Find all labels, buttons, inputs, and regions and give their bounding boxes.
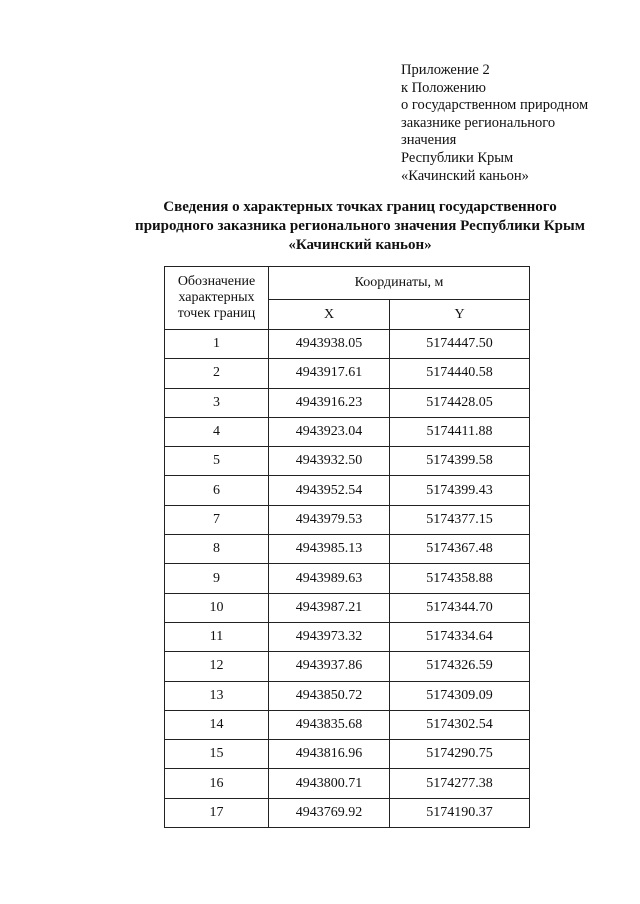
table-row [165,447,530,476]
designation-header-line: Обозначение [177,274,256,289]
y-coordinate-cell: 5174367.48 [390,535,530,564]
table-body [165,330,530,828]
table-row [165,505,530,534]
table-row [165,652,530,681]
x-coordinate-cell: 4943916.23 [269,388,390,417]
x-coordinate-cell: 4943917.61 [269,359,390,388]
y-coordinate-cell: 5174190.37 [390,798,530,827]
table-row [165,359,530,388]
x-coordinate-cell: 4943987.21 [269,593,390,622]
point-number-cell: 4 [165,417,269,446]
point-number-cell: 3 [165,388,269,417]
y-coordinate-cell: 5174447.50 [390,330,530,359]
y-coordinate-cell: 5174399.43 [390,476,530,505]
x-coordinate-cell: 4943835.68 [269,710,390,739]
y-coordinate-cell: 5174334.64 [390,622,530,651]
appendix-line: к Положению [401,79,486,96]
x-header: X [269,300,390,330]
table-header-row [165,267,530,300]
point-number-cell: 13 [165,681,269,710]
point-number-cell: 16 [165,769,269,798]
y-coordinate-cell: 5174309.09 [390,681,530,710]
appendix-line: «Качинский каньон» [401,167,529,184]
x-coordinate-cell: 4943850.72 [269,681,390,710]
x-coordinate-cell: 4943923.04 [269,417,390,446]
designation-header [165,267,269,330]
point-number-cell: 5 [165,447,269,476]
y-coordinate-cell: 5174411.88 [390,417,530,446]
point-number-cell: 1 [165,330,269,359]
point-number-cell: 9 [165,564,269,593]
appendix-line: о государственном природном [401,97,589,114]
point-number-cell: 15 [165,740,269,769]
table-row [165,535,530,564]
x-coordinate-cell: 4943938.05 [269,330,390,359]
table-row [165,798,530,827]
point-number-cell: 17 [165,798,269,827]
y-coordinate-cell: 5174290.75 [390,740,530,769]
x-coordinate-cell: 4943973.32 [269,622,390,651]
y-coordinate-cell: 5174358.88 [390,564,530,593]
designation-header-line: характерных [178,290,255,305]
table-row [165,622,530,651]
title-line: Сведения о характерных точках границ государственного [163,199,557,215]
y-coordinate-cell: 5174326.59 [390,652,530,681]
table-row [165,330,530,359]
appendix-line: Республики Крым [401,149,514,166]
table-row [165,388,530,417]
appendix-line: Приложение 2 [401,62,490,78]
designation-header-line: точек границ [177,306,256,321]
x-coordinate-cell: 4943989.63 [269,564,390,593]
table-row [165,564,530,593]
document-title [80,198,640,255]
title-line: природного заказника регионального значения Республики Крым [135,218,585,234]
y-coordinate-cell: 5174377.15 [390,505,530,534]
y-coordinate-cell: 5174277.38 [390,769,530,798]
x-coordinate-cell: 4943985.13 [269,535,390,564]
point-number-cell: 6 [165,476,269,505]
y-coordinate-cell: 5174428.05 [390,388,530,417]
point-number-cell: 7 [165,505,269,534]
x-coordinate-cell: 4943937.86 [269,652,390,681]
x-coordinate-cell: 4943800.71 [269,769,390,798]
table-row [165,740,530,769]
point-number-cell: 10 [165,593,269,622]
table-row [165,593,530,622]
coordinates-header: Координаты, м [269,267,530,300]
point-number-cell: 2 [165,359,269,388]
point-number-cell: 11 [165,622,269,651]
table-row [165,417,530,446]
y-coordinate-cell: 5174440.58 [390,359,530,388]
x-coordinate-cell: 4943952.54 [269,476,390,505]
y-coordinate-cell: 5174302.54 [390,710,530,739]
appendix-line: значения [401,132,457,149]
x-coordinate-cell: 4943816.96 [269,740,390,769]
point-number-cell: 14 [165,710,269,739]
point-number-cell: 12 [165,652,269,681]
x-coordinate-cell: 4943769.92 [269,798,390,827]
coordinates-table [164,266,530,828]
title-line: «Качинский каньон» [288,237,432,253]
table-row [165,476,530,505]
table-row [165,769,530,798]
x-coordinate-cell: 4943932.50 [269,447,390,476]
table-row [165,681,530,710]
y-coordinate-cell: 5174399.58 [390,447,530,476]
table-row [165,710,530,739]
appendix-line: заказнике регионального [401,114,556,131]
y-coordinate-cell: 5174344.70 [390,593,530,622]
y-header: Y [390,300,530,330]
appendix-note [401,62,631,185]
point-number-cell: 8 [165,535,269,564]
x-coordinate-cell: 4943979.53 [269,505,390,534]
